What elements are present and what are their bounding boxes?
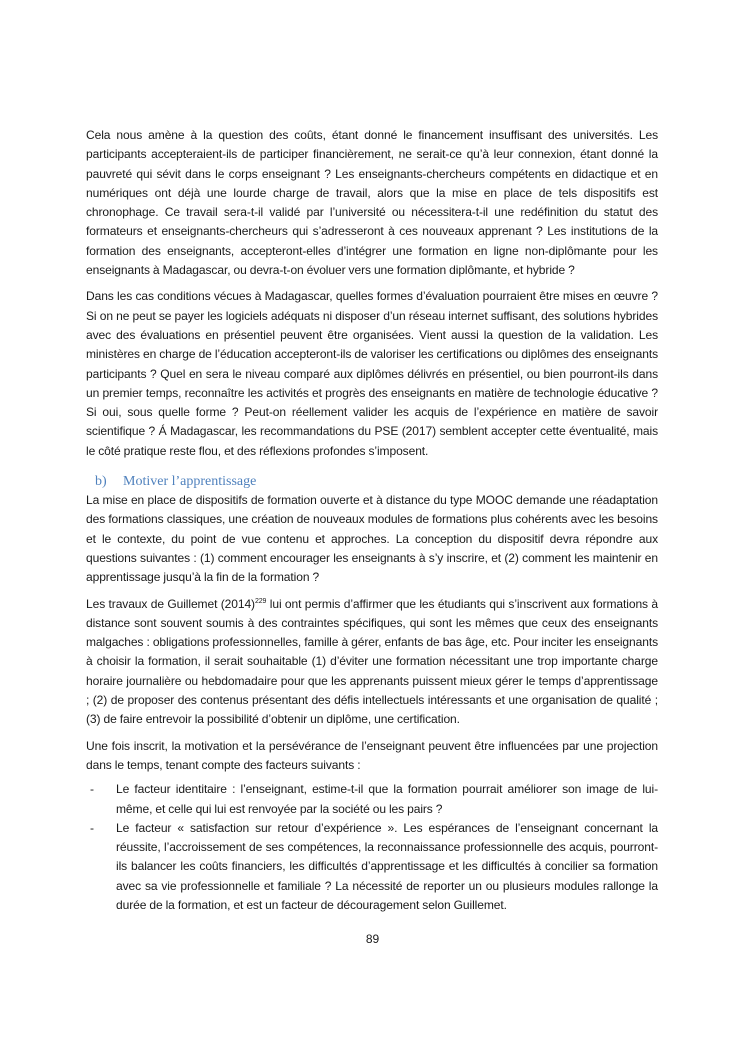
- paragraph-guillemet-after: lui ont permis d’affirmer que les étudiants qui s’inscrivent aux formations à distance sont souvent soumis à des contraintes spécifiques, qui sont les mêmes que ceux des enseignants malgaches : obligations professionnelles, famille à gérer, enfants de bas âge, etc. Pour inciter les enseignants à choisir la formation, il serait souhaitable (1) d’éviter une formation nécessitant une trop importante charge horaire journalière ou hebdomadaire pour que les apprenants puissent mieux gérer le temps d’apprentissage ; (2) de proposer des contenus présentant des défis intellectuels intéressants et une organisation de qualité ; (3) de faire entrevoir la possibilité d’obtenir un diplôme, une certification.: [86, 596, 658, 727]
- paragraph-costs: Cela nous amène à la question des coûts, étant donné le financement insuffisant des universités. Les participants accepteraient-ils de participer financièrement, ne serait-ce qu’à leur connexion, étant donné la pauvreté qui sévit dans le corps enseignant ? Les enseignants-chercheurs compétents en didactique et en numériques ont déjà une lourde charge de travail, alors que la mise en place de tels dispositifs est chronophage. Ce travail sera-t-il validé par l’université ou nécessitera-t-il une redéfinition du statut des formateurs et enseignants-chercheurs qui s’adresseront à ces nouveaux apprenant ? Les institutions de la formation des enseignants, accepteront-elles d’intégrer une formation en ligne non-diplômante pour les enseignants à Madagascar, ou devra-t-on évoluer vers une formation diplômante, et hybride ?: [86, 128, 658, 278]
- dash-bullet: -: [90, 782, 94, 797]
- paragraph-guillemet-before: Les travaux de Guillemet (2014): [86, 596, 255, 611]
- section-title: Motiver l’apprentissage: [123, 474, 257, 490]
- section-heading: [95, 473, 658, 490]
- dash-bullet: -: [90, 820, 94, 835]
- list-item: [86, 819, 658, 915]
- factor-list: [86, 780, 658, 915]
- page-body: [86, 126, 658, 915]
- list-item-text: Le facteur identitaire : l’enseignant, estime-t-il que la formation pourrait améliorer son image de lui-même, et celle qui lui est renvoyée par la société ou les pairs ?: [116, 782, 658, 816]
- paragraph-mooc: La mise en place de dispositifs de formation ouverte et à distance du type MOOC demande une réadaptation des formations classiques, une création de nouveaux modules de formations plus cohérents avec les besoins et le contexte, du point de vue contenu et approches. La conception du dispositif devra répondre aux questions suivantes : (1) comment encourager les enseignants à s’y inscrire, et (2) comment les maintenir en apprentissage jusqu’à la fin de la formation ?: [86, 493, 658, 585]
- paragraph-evaluation: Dans les cas conditions vécues à Madagascar, quelles formes d’évaluation pourraient être mises en œuvre ? Si on ne peut se payer les logiciels adéquats ni disposer d’un réseau internet suffisant, des solutions hybrides avec des évaluations en présentiel peuvent être organisées. Vient aussi la question de la validation. Les ministères en charge de l’éducation accepteront-ils de valoriser les certifications ou diplômes des enseignants participants ? Quel en sera le niveau comparé aux diplômes délivrés en présentiel, ou bien pourront-ils dans un premier temps, reconnaître les activités et progrès des enseignants en matière de technologie éducative ? Si oui, sous quelle forme ? Peut-on réellement valider les acquis de l’expérience en matière de savoir scientifique ? Á Madagascar, les recommandations du PSE (2017) semblent accepter cette éventualité, mais le côté pratique reste flou, et des réflexions profondes s’imposent.: [86, 289, 658, 458]
- list-item-text: Le facteur « satisfaction sur retour d’expérience ». Les espérances de l’enseignant concernant la réussite, l’accroissement de ses compétences, la reconnaissance professionnelle des acquis, pourront-ils balancer les coûts financiers, les difficultés d’apprentissage et les difficultés à concilier sa formation avec sa vie professionnelle et familiale ? La nécessité de reporter un ou plusieurs modules rallonge la durée de la formation, et est un facteur de découragement selon Guillemet.: [116, 820, 658, 912]
- section-number: b): [95, 474, 107, 490]
- paragraph-motivation: Une fois inscrit, la motivation et la persévérance de l’enseignant peuvent être influencées par une projection dans le temps, tenant compte des facteurs suivants :: [86, 738, 658, 772]
- page-number: 89: [365, 932, 380, 946]
- list-item: [86, 780, 658, 819]
- footnote-ref[interactable]: 229: [254, 597, 267, 605]
- paragraph-guillemet: [86, 595, 658, 730]
